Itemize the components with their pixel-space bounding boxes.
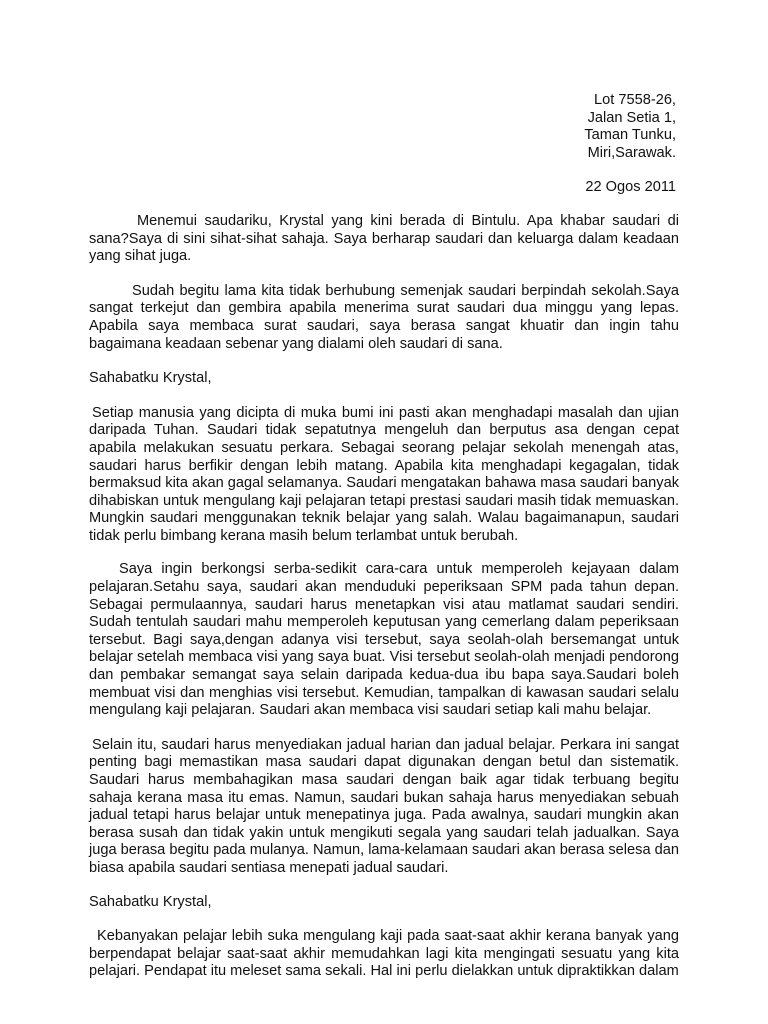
- address-line-2: Jalan Setia 1,: [587, 109, 676, 126]
- paragraph-second: Sudah begitu lama kita tidak berhubung semenjak saudari berpindah sekolah.Saya sangat terkejut dan gembira apabila menerima surat saudari dua minggu yang lepas. Apabila saya membaca surat saudari, saya berasa sangat khuatir dan ingin tahu bagaimana keadaan sebenar yang dialami oleh saudari di sana.: [89, 282, 679, 352]
- paragraph-fourth: Saya ingin berkongsi serba-sedikit cara-cara untuk memperoleh kejayaan dalam pelajaran.Setahu saya, saudari akan menduduki peperiksaan SPM pada tahun depan. Sebagai permulaannya, saudari harus menetapkan visi atau matlamat saudari sendiri. Sudah tentulah saudari mahu memperoleh keputusan yang cemerlang dalam peperiksaan tersebut. Bagi saya,dengan adanya visi tersebut, saya seolah-olah bersemangat untuk belajar setelah membaca visi yang saya buat. Visi tersebut seolah-olah menjadi pendorong dan pembakar semangat saya selain daripada kedua-dua ibu bapa saya.Saudari boleh membuat visi dan menghias visi tersebut. Kemudian, tampalkan di kawasan saudari selalu mengulang kaji pelajaran. Saudari akan membaca visi saudari setiap kali mahu belajar.: [89, 561, 679, 719]
- letter-page: [89, 92, 679, 981]
- salutation-2: Sahabatku Krystal,: [89, 893, 212, 910]
- paragraph-fifth: Selain itu, saudari harus menyediakan jadual harian dan jadual belajar. Perkara ini sangat penting bagi memastikan masa saudari dapat digunakan dengan betul dan sistematik. Saudari harus membahagikan masa saudari dengan baik agar tidak terbuang begitu sahaja kerana masa itu emas. Namun, saudari bukan sahaja harus menyediakan sebuah jadual tetapi harus belajar untuk menepatinya juga. Pada awalnya, saudari mungkin akan berasa susah dan tidak yakin untuk mengikuti segala yang saudari telah jadualkan. Saya juga berasa begitu pada mulanya. Namun, lama-kelamaan saudari akan berasa selesa dan biasa apabila saudari sentiasa menepati jadual saudari.: [89, 736, 679, 876]
- address-line-3: Taman Tunku,: [584, 127, 676, 144]
- salutation-1: Sahabatku Krystal,: [89, 370, 212, 387]
- paragraph-opening: Menemui saudariku, Krystal yang kini berada di Bintulu. Apa khabar saudari di sana?Saya di sini sihat-sihat sahaja. Saya berharap saudari dan keluarga dalam keadaan yang sihat juga.: [89, 212, 679, 265]
- letter-date: 22 Ogos 2011: [585, 179, 676, 196]
- address-line-1: Lot 7558-26,: [594, 92, 676, 108]
- sender-address: [89, 92, 679, 162]
- address-line-4: Miri,Sarawak.: [587, 144, 676, 161]
- paragraph-sixth: Kebanyakan pelajar lebih suka mengulang kaji pada saat-saat akhir kerana banyak yang berpendapat belajar saat-saat akhir memudahkan lagi kita mengingati sesuatu yang kita pelajari. Pendapat itu meleset sama sekali. Hal ini perlu dielakkan untuk dipraktikkan dalam: [89, 928, 679, 980]
- paragraph-third: Setiap manusia yang dicipta di muka bumi ini pasti akan menghadapi masalah dan ujian daripada Tuhan. Saudari tidak sepatutnya mengeluh dan berputus asa dengan cepat apabila melakukan sesuatu perkara. Sebagai seorang pelajar sekolah menengah atas, saudari harus berfikir dengan lebih matang. Apabila kita menghadapi kegagalan, tidak bermaksud kita akan gagal selamanya. Saudari mengatakan bahawa masa saudari banyak dihabiskan untuk mengulang kaji pelajaran tetapi prestasi saudari masih tidak memuaskan. Mungkin saudari menggunakan teknik belajar yang salah. Walau bagaimanapun, saudari tidak perlu bimbang kerana masih belum terlambat untuk berubah.: [89, 404, 679, 544]
